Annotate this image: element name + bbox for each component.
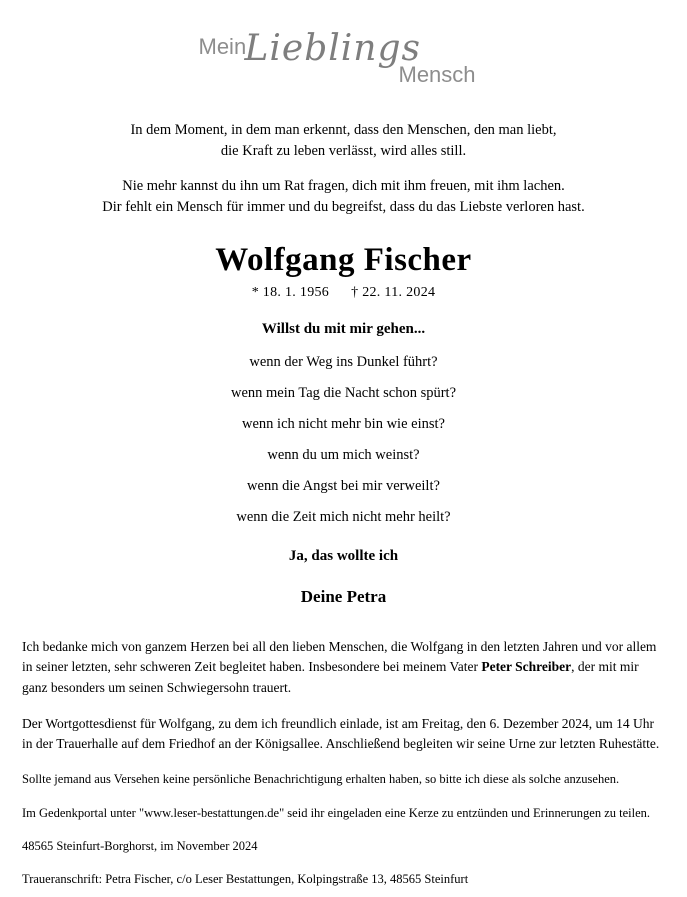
intro-verse-second-line2: Dir fehlt ein Mensch für immer und du begreifst, dass du das Liebste verloren hast.	[102, 199, 585, 216]
intro-verse-first-line1: In dem Moment, in dem man erkennt, dass den Menschen, den man liebt,	[130, 122, 557, 138]
deceased-name: Wolfgang Fischer	[215, 242, 472, 279]
intro-verse-second-line1: Nie mehr kannst du ihn um Rat fragen, dich mit ihm freuen, mit ihm lachen.	[122, 178, 565, 195]
thanks-text-part1: Ich bedanke mich von ganzem Herzen bei all den lieben Menschen, die Wolfgang in den letzten Jahren und vor allem in seiner letzten, sehr schweren Zeit begleitet haben. Insbesondere bei meinem Vater	[22, 639, 657, 675]
thanks-paragraph	[22, 637, 665, 698]
header-script-block	[22, 28, 665, 98]
header-words	[199, 28, 489, 94]
service-paragraph: Der Wortgottesdienst für Wolfgang, zu dem ich freundlich einlade, ist am Freitag, den 6. Dezember 2024, um 14 Uhr in der Trauerhalle auf dem Friedhof an der Königsallee. Anschließend begleiten wir seine Urne zur letzten Ruhestätte.	[22, 715, 660, 752]
header-word-lieblings: Lieblings	[244, 28, 422, 69]
header-word-mensch: Mensch	[398, 62, 476, 87]
poem-line: wenn die Zeit mich nicht mehr heilt?	[236, 509, 451, 526]
memorial-paragraph: Im Gedenkportal unter "www.leser-bestattungen.de" seid ihr eingeladen eine Kerze zu entzünden und Erinnerungen zu teilen.	[22, 806, 651, 821]
poem-line: wenn du um mich weinst?	[267, 447, 420, 464]
intro-verse-first-line2: die Kraft zu leben verlässt, wird alles still.	[220, 143, 467, 160]
mourning-address: Traueranschrift: Petra Fischer, c/o Leser Bestattungen, Kolpingstraße 13, 48565 Steinfurt	[22, 871, 469, 886]
notice-paragraph: Sollte jemand aus Versehen keine persönliche Benachrichtigung erhalten haben, so bitte ich diese als solche anzusehen.	[22, 772, 620, 787]
place-and-date: 48565 Steinfurt-Borghorst, im November 2024	[22, 838, 258, 853]
poem-signature: Deine Petra	[300, 587, 387, 607]
poem-line: wenn die Angst bei mir verweilt?	[247, 478, 440, 495]
header-word-mein: Mein	[198, 34, 247, 59]
poem-line: wenn ich nicht mehr bin wie einst?	[242, 416, 445, 433]
birth-date: * 18. 1. 1956	[251, 285, 330, 301]
thanks-text-part2: , der mit mir ganz besonders um seinen Schwiegersohn trauert.	[22, 659, 639, 695]
intro-verse-first	[22, 120, 665, 162]
poem-line: wenn mein Tag die Nacht schon spürt?	[230, 385, 457, 402]
poem-closing: Ja, das wollte ich	[288, 548, 399, 565]
poem-title: Willst du mit mir gehen...	[261, 321, 426, 338]
deceased-dates	[22, 285, 665, 301]
thanks-name-highlight: Peter Schreiber	[481, 659, 572, 675]
poem-line: wenn der Weg ins Dunkel führt?	[249, 354, 438, 371]
intro-verse-second	[22, 176, 665, 218]
death-date: † 22. 11. 2024	[351, 285, 436, 301]
